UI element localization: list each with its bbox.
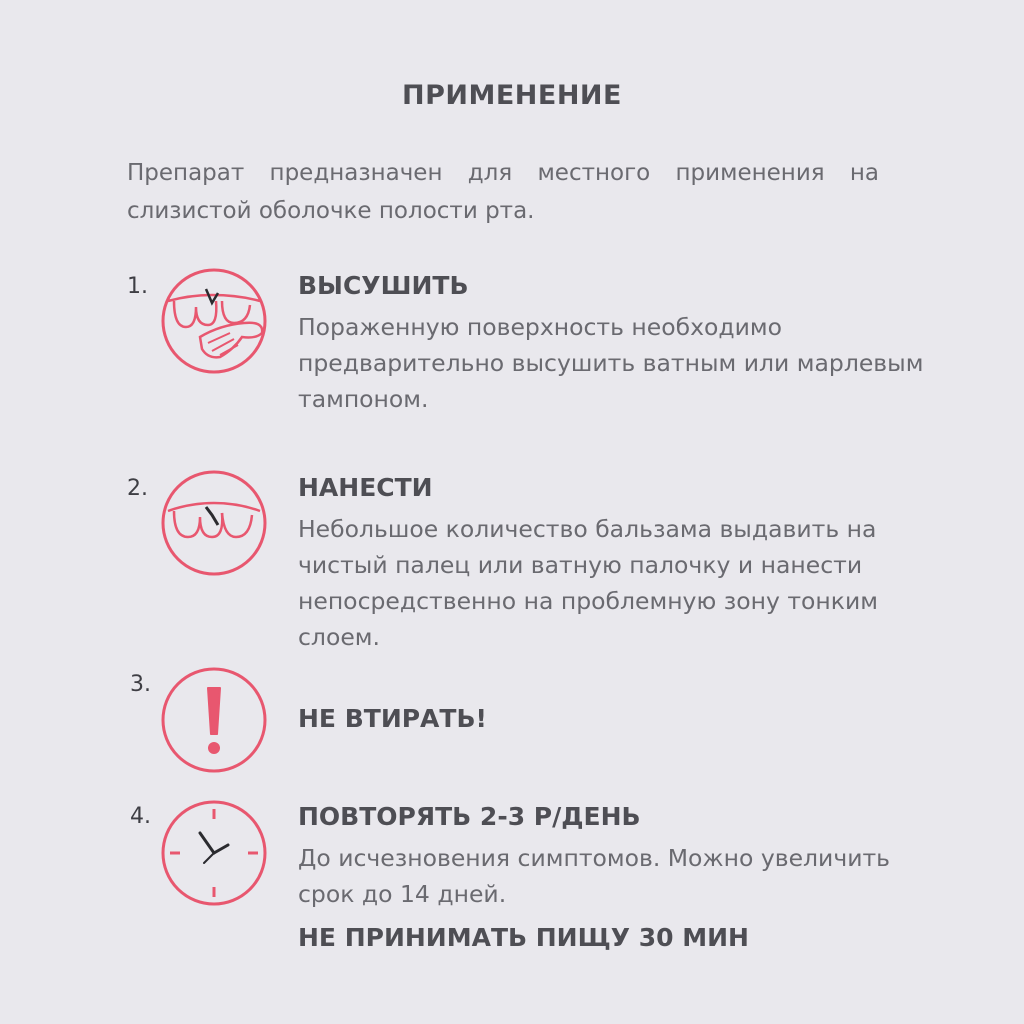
step-1-heading: ВЫСУШИТЬ xyxy=(298,271,469,300)
apply-teeth-icon xyxy=(160,469,268,577)
step-2-heading: НАНЕСТИ xyxy=(298,473,433,502)
exclamation-icon xyxy=(160,666,268,774)
clock-icon xyxy=(160,799,268,907)
step-2-text: Небольшое количество бальзама выдавить на чистый палец или ватную палочку и нанести непосредственно на проблемную зону тонким слоем. xyxy=(298,515,878,651)
no-food-note: НЕ ПРИНИМАТЬ ПИЩУ 30 МИН xyxy=(298,923,749,952)
step-4-heading: ПОВТОРЯТЬ 2-3 Р/ДЕНЬ xyxy=(298,802,641,831)
step-3-heading: НЕ ВТИРАТЬ! xyxy=(298,704,487,733)
step-1-text: Пораженную поверхность необходимо предварительно высушить ватным или марлевым тампоном. xyxy=(298,313,924,413)
step-4-text: До исчезновения симптомов. Можно увеличить срок до 14 дней. xyxy=(298,844,891,908)
step-2-number: 2. xyxy=(127,476,148,501)
page-title: ПРИМЕНЕНИЕ xyxy=(402,80,622,111)
step-3-number: 3. xyxy=(130,672,151,697)
step-1-number: 1. xyxy=(127,274,148,299)
dry-teeth-icon xyxy=(160,267,268,375)
step-4-number: 4. xyxy=(130,804,151,829)
intro-text: Препарат предназначен для местного применения на слизистой оболочке полости рта. xyxy=(127,160,879,224)
